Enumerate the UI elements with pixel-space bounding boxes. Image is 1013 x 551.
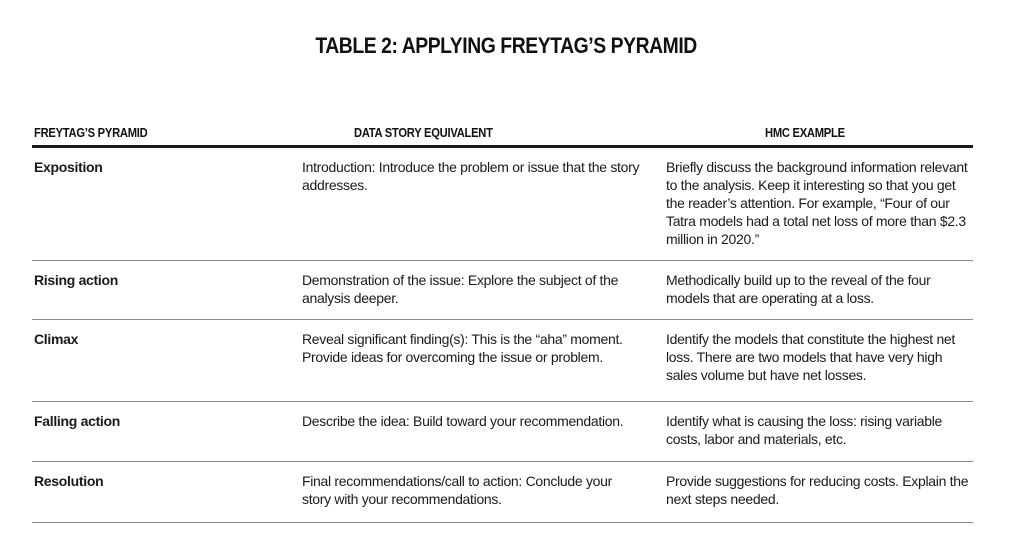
column-header-hmc: HMC EXAMPLE: [765, 125, 845, 140]
table-row: [32, 402, 973, 462]
row-hmc: Identify the models that constitute the highest net loss. There are two models that have very high sales volume but have net losses.: [666, 331, 956, 383]
row-story: Final recommendations/call to action: Conclude your story with your recommendations.: [302, 473, 612, 507]
row-hmc: Provide suggestions for reducing costs. Explain the next steps needed.: [666, 473, 969, 507]
row-story: Reveal significant finding(s): This is the “aha” moment. Provide ideas for overcoming the issue or problem.: [302, 331, 623, 365]
column-header-data-story: DATA STORY EQUIVALENT: [354, 125, 493, 140]
row-stage: Resolution: [34, 473, 104, 489]
table-row: [32, 148, 973, 261]
table-row: [32, 261, 973, 320]
row-stage: Climax: [34, 331, 79, 347]
table-title: TABLE 2: APPLYING FREYTAG’S PYRAMID: [315, 33, 697, 58]
row-stage: Exposition: [34, 159, 103, 175]
row-story: Introduction: Introduce the problem or issue that the story addresses.: [302, 159, 640, 193]
freytag-table: [32, 125, 973, 523]
column-header-freytag: FREYTAG’S PYRAMID: [34, 125, 148, 140]
table-row: [32, 320, 973, 402]
row-hmc: Identify what is causing the loss: rising variable costs, labor and materials, etc.: [666, 413, 943, 447]
row-hmc: Methodically build up to the reveal of the four models that are operating at a loss.: [666, 272, 931, 306]
row-stage: Falling action: [34, 413, 121, 429]
row-hmc: Briefly discuss the background information relevant to the analysis. Keep it interesting so that you get the reader’s attention. For example, “Four of our Tatra models had a total net loss of more than $2.3 million in 2020.”: [666, 159, 968, 247]
table-row: [32, 462, 973, 523]
row-story: Demonstration of the issue: Explore the subject of the analysis deeper.: [302, 272, 619, 306]
row-stage: Rising action: [34, 272, 118, 288]
table-header-row: [32, 125, 973, 148]
row-story: Describe the idea: Build toward your recommendation.: [302, 413, 624, 429]
